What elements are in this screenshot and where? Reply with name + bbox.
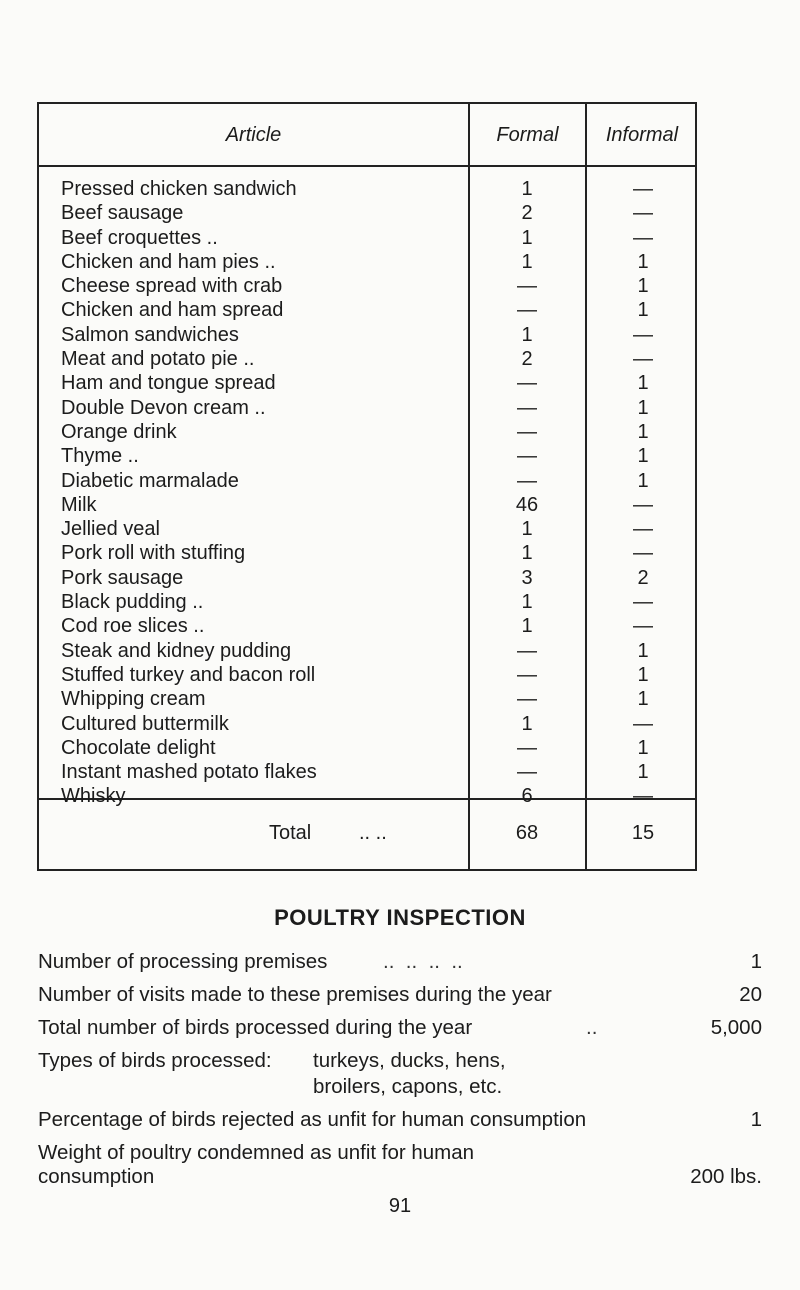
- stat-label: Weight of poultry condemned as unfit for human: [38, 1141, 475, 1164]
- formal-cell: 46: [515, 493, 539, 516]
- table-row: [39, 760, 695, 784]
- article-cell: Salmon sandwiches: [61, 323, 239, 346]
- informal-cell: 2: [637, 566, 649, 589]
- table-row: [39, 517, 695, 541]
- stat-label: Number of visits made to these premises during the year: [38, 983, 552, 1006]
- page-number: 91: [388, 1195, 412, 1217]
- informal-cell: 1: [637, 663, 649, 686]
- informal-cell: 1: [637, 445, 649, 468]
- table-row: [39, 201, 695, 225]
- article-cell: Cod roe slices ..: [61, 615, 205, 638]
- table-row: [39, 590, 695, 614]
- table-row: [39, 250, 695, 274]
- informal-cell: 1: [637, 469, 649, 492]
- total-formal: 68: [515, 822, 539, 844]
- article-cell: Pork sausage: [61, 566, 184, 589]
- informal-cell: 1: [637, 250, 649, 273]
- stat-types-line1: turkeys, ducks, hens,: [313, 1049, 506, 1072]
- formal-cell: 1: [521, 226, 533, 249]
- formal-cell: —: [517, 663, 537, 686]
- formal-cell: 1: [521, 323, 533, 346]
- formal-cell: 1: [521, 250, 533, 273]
- article-cell: Chocolate delight: [61, 736, 216, 759]
- informal-cell: 1: [637, 736, 649, 759]
- stat-visits: [38, 981, 762, 1009]
- informal-cell: —: [633, 226, 653, 249]
- table-row: [39, 177, 695, 201]
- formal-cell: 3: [521, 566, 533, 589]
- formal-cell: 1: [521, 542, 533, 565]
- table-row: [39, 736, 695, 760]
- table-row: [39, 444, 695, 468]
- article-cell: Black pudding ..: [61, 591, 204, 614]
- table-row: [39, 420, 695, 444]
- table-row: [39, 493, 695, 517]
- stat-value: 1: [750, 1108, 762, 1131]
- article-cell: Orange drink: [61, 420, 177, 443]
- stat-value: 200 lbs.: [690, 1165, 762, 1188]
- article-cell: Chicken and ham spread: [61, 299, 284, 322]
- article-cell: Beef sausage: [61, 202, 184, 225]
- informal-cell: —: [633, 202, 653, 225]
- article-cell: Steak and kidney pudding: [61, 639, 292, 662]
- informal-cell: —: [633, 323, 653, 346]
- table-row: [39, 323, 695, 347]
- informal-cell: —: [633, 348, 653, 371]
- formal-cell: —: [517, 736, 537, 759]
- formal-cell: 1: [521, 518, 533, 541]
- formal-cell: 1: [521, 712, 533, 735]
- stat-rejected: [38, 1106, 762, 1134]
- stat-types-cont: [38, 1073, 762, 1101]
- informal-cell: 1: [637, 761, 649, 784]
- stat-types-line2: broilers, capons, etc.: [313, 1075, 503, 1098]
- table-row: [39, 639, 695, 663]
- informal-cell: —: [633, 712, 653, 735]
- header-informal: Informal: [605, 123, 679, 146]
- article-cell: Pressed chicken sandwich: [61, 178, 297, 200]
- stat-label: Types of birds processed:: [38, 1049, 272, 1072]
- informal-cell: 1: [637, 372, 649, 395]
- formal-cell: —: [517, 469, 537, 492]
- informal-cell: —: [633, 591, 653, 614]
- stat-birds: [38, 1014, 762, 1042]
- informal-cell: 1: [637, 420, 649, 443]
- article-cell: Whipping cream: [61, 688, 206, 711]
- formal-cell: —: [517, 396, 537, 419]
- total-leaders: .. ..: [359, 822, 387, 844]
- formal-cell: 1: [521, 615, 533, 638]
- article-cell: Chicken and ham pies ..: [61, 250, 276, 273]
- inspection-table: [37, 102, 697, 871]
- formal-cell: 2: [521, 202, 533, 225]
- table-row: [39, 541, 695, 565]
- table-row: [39, 712, 695, 736]
- article-cell: Diabetic marmalade: [61, 469, 239, 492]
- article-cell: Whisky: [61, 785, 126, 808]
- table-row: [39, 566, 695, 590]
- table-row: [39, 298, 695, 322]
- stat-value: 5,000: [710, 1016, 762, 1039]
- article-cell: Beef croquettes ..: [61, 226, 218, 249]
- informal-cell: 1: [637, 688, 649, 711]
- table-row: [39, 371, 695, 395]
- informal-cell: —: [633, 178, 653, 200]
- informal-cell: 1: [637, 639, 649, 662]
- table-row: [39, 226, 695, 250]
- total-label: Total: [269, 822, 312, 844]
- informal-cell: —: [633, 785, 653, 808]
- informal-cell: —: [633, 518, 653, 541]
- article-cell: Jellied veal: [61, 518, 160, 541]
- table-row: [39, 614, 695, 638]
- leader-dots: .. .. .. ..: [383, 950, 463, 973]
- formal-cell: 1: [521, 178, 533, 200]
- article-cell: Double Devon cream ..: [61, 396, 266, 419]
- informal-cell: 1: [637, 299, 649, 322]
- total-informal: 15: [631, 822, 655, 844]
- leader-dots: ..: [586, 1016, 598, 1039]
- stat-label: Total number of birds processed during the year: [38, 1016, 473, 1039]
- article-cell: Meat and potato pie ..: [61, 348, 255, 371]
- article-cell: Thyme ..: [61, 445, 139, 468]
- stat-value: 1: [750, 950, 762, 973]
- formal-cell: 2: [521, 348, 533, 371]
- informal-cell: 1: [637, 275, 649, 298]
- stat-weight-cont: [38, 1163, 762, 1191]
- header-article: Article: [225, 123, 282, 146]
- formal-cell: —: [517, 420, 537, 443]
- table-row: [39, 469, 695, 493]
- stat-label: Number of processing premises: [38, 950, 328, 973]
- table-row: [39, 274, 695, 298]
- stat-value: 20: [739, 983, 762, 1006]
- section-title: POULTRY INSPECTION: [274, 905, 526, 930]
- formal-cell: —: [517, 275, 537, 298]
- formal-cell: 6: [521, 785, 533, 808]
- article-cell: Milk: [61, 493, 97, 516]
- informal-cell: —: [633, 615, 653, 638]
- table-row: [39, 396, 695, 420]
- informal-cell: 1: [637, 396, 649, 419]
- formal-cell: —: [517, 445, 537, 468]
- article-cell: Pork roll with stuffing: [61, 542, 246, 565]
- stat-premises: [38, 948, 762, 976]
- article-cell: Cheese spread with crab: [61, 275, 283, 298]
- table-row: [39, 347, 695, 371]
- stat-label: consumption: [38, 1165, 155, 1188]
- stat-label: Percentage of birds rejected as unfit for human consumption: [38, 1108, 587, 1131]
- article-cell: Ham and tongue spread: [61, 372, 276, 395]
- table-body: [39, 177, 695, 809]
- formal-cell: —: [517, 688, 537, 711]
- header-formal: Formal: [496, 123, 559, 146]
- formal-cell: 1: [521, 591, 533, 614]
- article-cell: Stuffed turkey and bacon roll: [61, 663, 316, 686]
- formal-cell: —: [517, 372, 537, 395]
- total-row: [39, 800, 695, 870]
- formal-cell: —: [517, 639, 537, 662]
- article-cell: Cultured buttermilk: [61, 712, 229, 735]
- stat-types: [38, 1047, 762, 1075]
- table-row: [39, 663, 695, 687]
- formal-cell: —: [517, 299, 537, 322]
- formal-cell: —: [517, 761, 537, 784]
- article-cell: Instant mashed potato flakes: [61, 761, 317, 784]
- informal-cell: —: [633, 542, 653, 565]
- informal-cell: —: [633, 493, 653, 516]
- table-row: [39, 687, 695, 711]
